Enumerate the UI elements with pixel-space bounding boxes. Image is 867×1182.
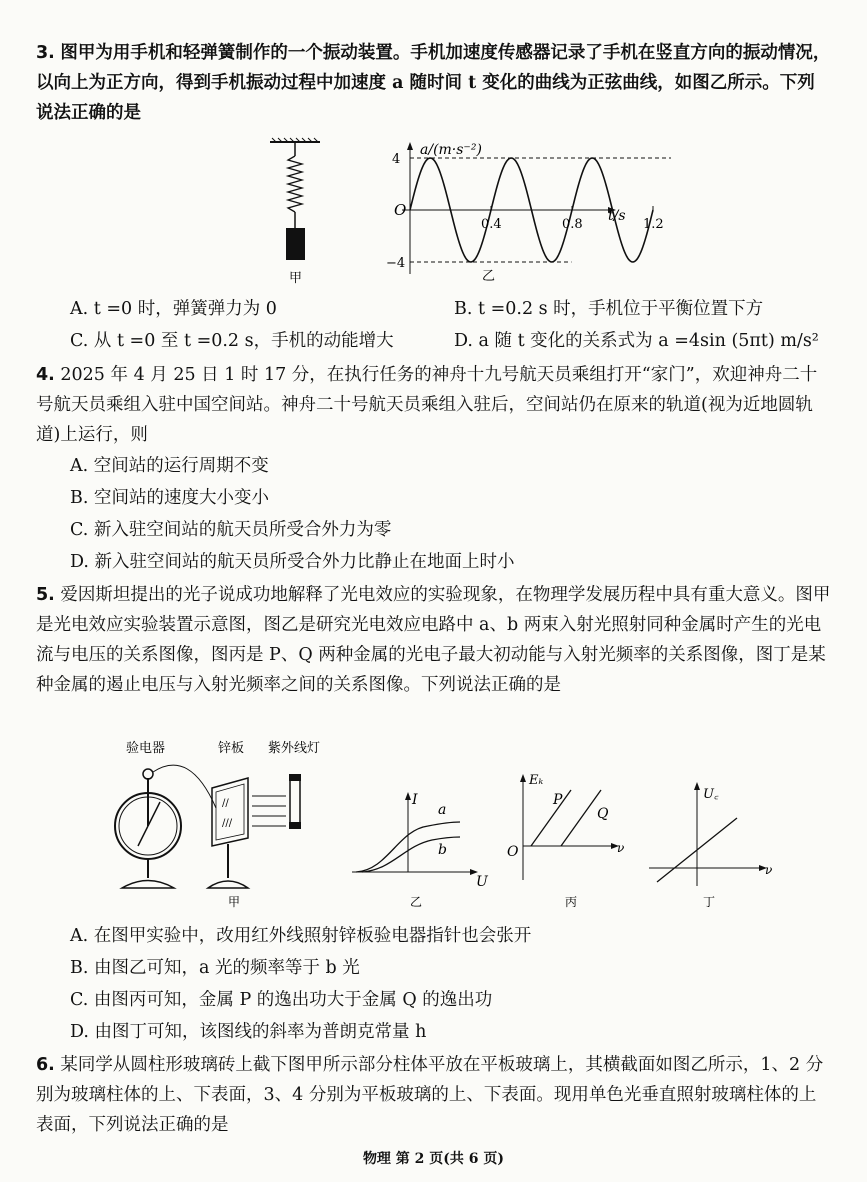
- q5-option-c[interactable]: C. 由图丙可知，金属 P 的逸出功大于金属 Q 的逸出功: [70, 990, 493, 1010]
- question-stem: 图甲为用手机和轻弹簧制作的一个振动装置。手机加速度传感器记录了手机在竖直方向的振动情况，以向上为正方向，得到手机振动过程中加速度 a 随时间 t 变化的曲线为正弦曲线，如图乙所示。下列说法正确的是: [36, 43, 831, 123]
- q4-option-b[interactable]: B. 空间站的速度大小变小: [70, 488, 269, 508]
- q5-option-b[interactable]: B. 由图乙可知，a 光的频率等于 b 光: [70, 958, 360, 978]
- question-stem: 爱因斯坦提出的光子说成功地解释了光电效应的实验现象，在物理学发展历程中具有重大意义。图甲是光电效应实验装置示意图，图乙是研究光电效应电路中 a、b 两束入射光照射同种金属时产生的光电流与电压的关系图像，图丙是 P、Q 两种金属的光电子最大初动能与入射光频率的关系图像，图丁是某种金属的遏止电压与入射光频率之间的关系图像。下列说法正确的是: [36, 585, 831, 695]
- axis-label-nu: ν: [765, 863, 773, 877]
- x-tick-label: 0.4: [481, 217, 502, 232]
- q3-option-a[interactable]: A. t =0 时，弹簧弹力为 0: [70, 299, 277, 319]
- figure-label: 丙: [565, 895, 578, 909]
- question-number: 4.: [36, 365, 55, 385]
- stopping-voltage-chart: [645, 778, 785, 908]
- q5-option-d[interactable]: D. 由图丁可知，该图线的斜率为普朗克常量 h: [70, 1022, 427, 1042]
- chart-x-label: t/s: [608, 208, 626, 224]
- kinetic-energy-frequency-chart: [503, 768, 633, 908]
- q3-option-c[interactable]: C. 从 t =0 至 t =0.2 s，手机的动能增大: [70, 331, 394, 351]
- question-number: 6.: [36, 1055, 55, 1075]
- q4-option-d[interactable]: D. 新入驻空间站的航天员所受合外力比静止在地面上时小: [70, 552, 515, 572]
- question-stem: 2025 年 4 月 25 日 1 时 17 分，在执行任务的神舟十九号航天员乘组打开“家门”，欢迎神舟二十号航天员乘组入驻中国空间站。神舟二十号航天员乘组入驻后，空间站仍在原来的轨道(视为近地圆轨道)上运行，则: [36, 365, 818, 445]
- uv-lamp-label: 紫外线灯: [268, 741, 321, 756]
- line-label-q: Q: [597, 806, 609, 822]
- axis-label-nu: ν: [617, 841, 625, 855]
- figure-label: 甲: [228, 895, 241, 909]
- current-voltage-chart: [348, 790, 498, 908]
- curve-label-a: a: [438, 802, 447, 818]
- q5-option-a[interactable]: A. 在图甲实验中，改用红外线照射锌板验电器指针也会张开: [70, 926, 532, 946]
- question-number: 3.: [36, 43, 55, 63]
- page-footer: 物理 第 2 页(共 6 页): [362, 1151, 505, 1167]
- photoelectric-apparatus-figure: [100, 738, 340, 908]
- chart-y-label: a/(m·s⁻²): [420, 142, 482, 158]
- q3-option-d[interactable]: D. a 随 t 变化的关系式为 a =4sin (5πt) m/s²: [454, 331, 819, 351]
- svg-text://: //: [222, 798, 229, 809]
- q4-option-a[interactable]: A. 空间站的运行周期不变: [70, 456, 269, 476]
- line-label-p: P: [553, 792, 563, 808]
- question-6: [36, 1050, 831, 1140]
- curve-label-b: b: [438, 842, 447, 858]
- electroscope-label: 验电器: [126, 741, 166, 756]
- zinc-plate-label: 锌板: [218, 741, 245, 756]
- x-tick-label: 0.8: [562, 217, 583, 232]
- q3-option-b[interactable]: B. t =0.2 s 时，手机位于平衡位置下方: [454, 299, 764, 319]
- svg-text:///: ///: [222, 818, 233, 829]
- question-3: [36, 38, 831, 128]
- figure-label: 乙: [482, 269, 496, 284]
- q4-option-c[interactable]: C. 新入驻空间站的航天员所受合外力为零: [70, 520, 392, 540]
- y-axis-arrow: [407, 142, 413, 150]
- origin-label: O: [507, 844, 519, 860]
- axis-label-uc: U꜀: [703, 787, 719, 802]
- question-number: 5.: [36, 585, 55, 605]
- spring-phone-figure: [262, 138, 332, 288]
- figure-label: 丁: [703, 895, 716, 909]
- y-tick-label: 4: [392, 152, 401, 167]
- chart-plot-area: [386, 142, 671, 274]
- acceleration-chart: [380, 140, 664, 290]
- axis-label-u: U: [476, 874, 488, 890]
- figure-label: 甲: [289, 271, 303, 286]
- axis-label-ek: Eₖ: [529, 773, 544, 788]
- x-tick-label: 1.2: [643, 217, 664, 232]
- question-4: [36, 360, 831, 450]
- axis-label-i: I: [412, 792, 418, 808]
- question-stem: 某同学从圆柱形玻璃砖上截下图甲所示部分柱体平放在平板玻璃上，其横截面如图乙所示，1、2 分别为玻璃柱体的上、下表面，3、4 分别为平板玻璃的上、下表面。现用单色光垂直照射玻璃柱体的上表面，下列说法正确的是: [36, 1055, 824, 1135]
- y-tick-label: −4: [386, 256, 406, 271]
- chart-origin: O: [394, 201, 407, 219]
- question-5: [36, 580, 831, 700]
- figure-label: 乙: [410, 895, 423, 909]
